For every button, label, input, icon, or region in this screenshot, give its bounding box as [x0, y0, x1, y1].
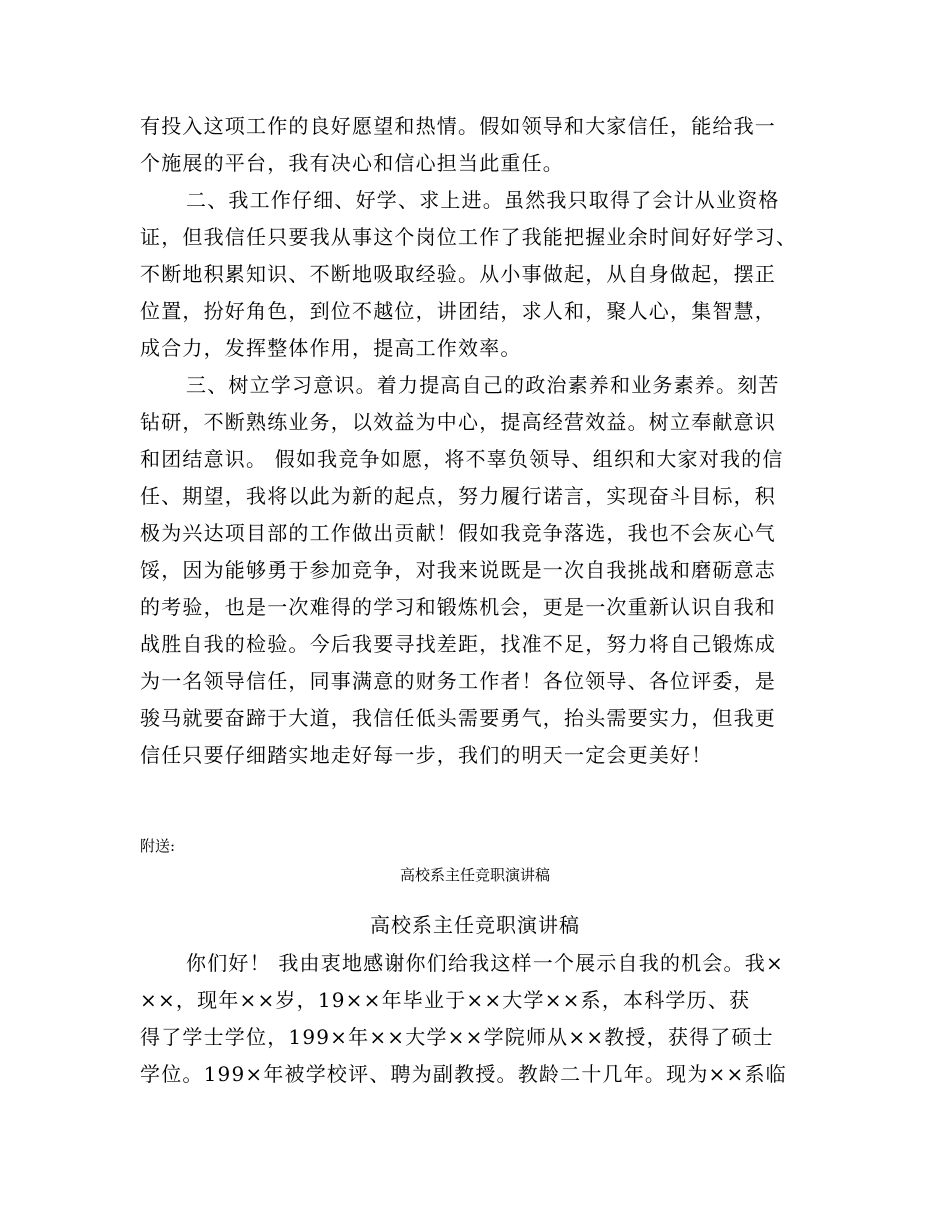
- paragraph-line: 成合力，发挥整体作用，提高工作效率。: [140, 336, 522, 360]
- appendix-label: 附送:: [140, 837, 176, 855]
- appendix-paragraph-line: 得了学士学位，199×年××大学××学院师从××教授，获得了硕士: [140, 1025, 774, 1049]
- appendix-title: 高校系主任竞职演讲稿: [370, 913, 580, 937]
- paragraph-line: 不断地积累知识、不断地吸取经验。从小事做起，从自身做起，摆正: [140, 262, 776, 286]
- paragraph-line: 馁，因为能够勇于参加竞争，对我来说既是一次自我挑战和磨砺意志: [140, 558, 776, 582]
- appendix-paragraph-line: 你们好！ 我由衷地感谢你们给我这样一个展示自我的机会。我×: [186, 951, 784, 975]
- paragraph-line: 个施展的平台，我有决心和信心担当此重任。: [140, 151, 564, 175]
- paragraph-line: 有投入这项工作的良好愿望和热情。假如领导和大家信任，能给我一: [140, 114, 776, 138]
- section-2-heading-line: 二、我工作仔细、好学、求上进。虽然我只取得了会计从业资格: [186, 188, 780, 212]
- paragraph-line: 证，但我信任只要我从事这个岗位工作了我能把握业余时间好好学习、: [140, 225, 798, 249]
- paragraph-line: 位置，扮好角色，到位不越位，讲团结，求人和，聚人心，集智慧，: [140, 299, 776, 323]
- paragraph-line: 的考验，也是一次难得的学习和锻炼机会，更是一次重新认识自我和: [140, 595, 776, 619]
- paragraph-line: 极为兴达项目部的工作做出贡献！假如我竞争落选，我也不会灰心气: [140, 521, 776, 545]
- paragraph-line: 骏马就要奋蹄于大道，我信任低头需要勇气，抬头需要实力，但我更: [140, 706, 776, 730]
- paragraph-line: 和团结意识。 假如我竞争如愿，将不辜负领导、组织和大家对我的信: [140, 447, 784, 471]
- paragraph-line: 任、期望，我将以此为新的起点，努力履行诺言，实现奋斗目标，积: [140, 484, 776, 508]
- appendix-small-title: 高校系主任竞职演讲稿: [399, 866, 550, 884]
- paragraph-line: 信任只要仔细踏实地走好每一步，我们的明天一定会更美好！: [140, 743, 713, 767]
- paragraph-line: 钻研，不断熟练业务，以效益为中心，提高经营效益。树立奉献意识: [140, 410, 776, 434]
- appendix-paragraph-line: ××，现年××岁，19××年毕业于××大学××系，本科学历、获: [140, 988, 751, 1012]
- section-3-heading-line: 三、树立学习意识。着力提高自己的政治素养和业务素养。刻苦: [186, 373, 780, 397]
- paragraph-line: 战胜自我的检验。今后我要寻找差距，找准不足，努力将自己锻炼成: [140, 632, 776, 656]
- paragraph-line: 为一名领导信任，同事满意的财务工作者！各位领导、各位评委，是: [140, 669, 776, 693]
- appendix-paragraph-line: 学位。199×年被学校评、聘为副教授。教龄二十几年。现为××系临: [140, 1062, 787, 1086]
